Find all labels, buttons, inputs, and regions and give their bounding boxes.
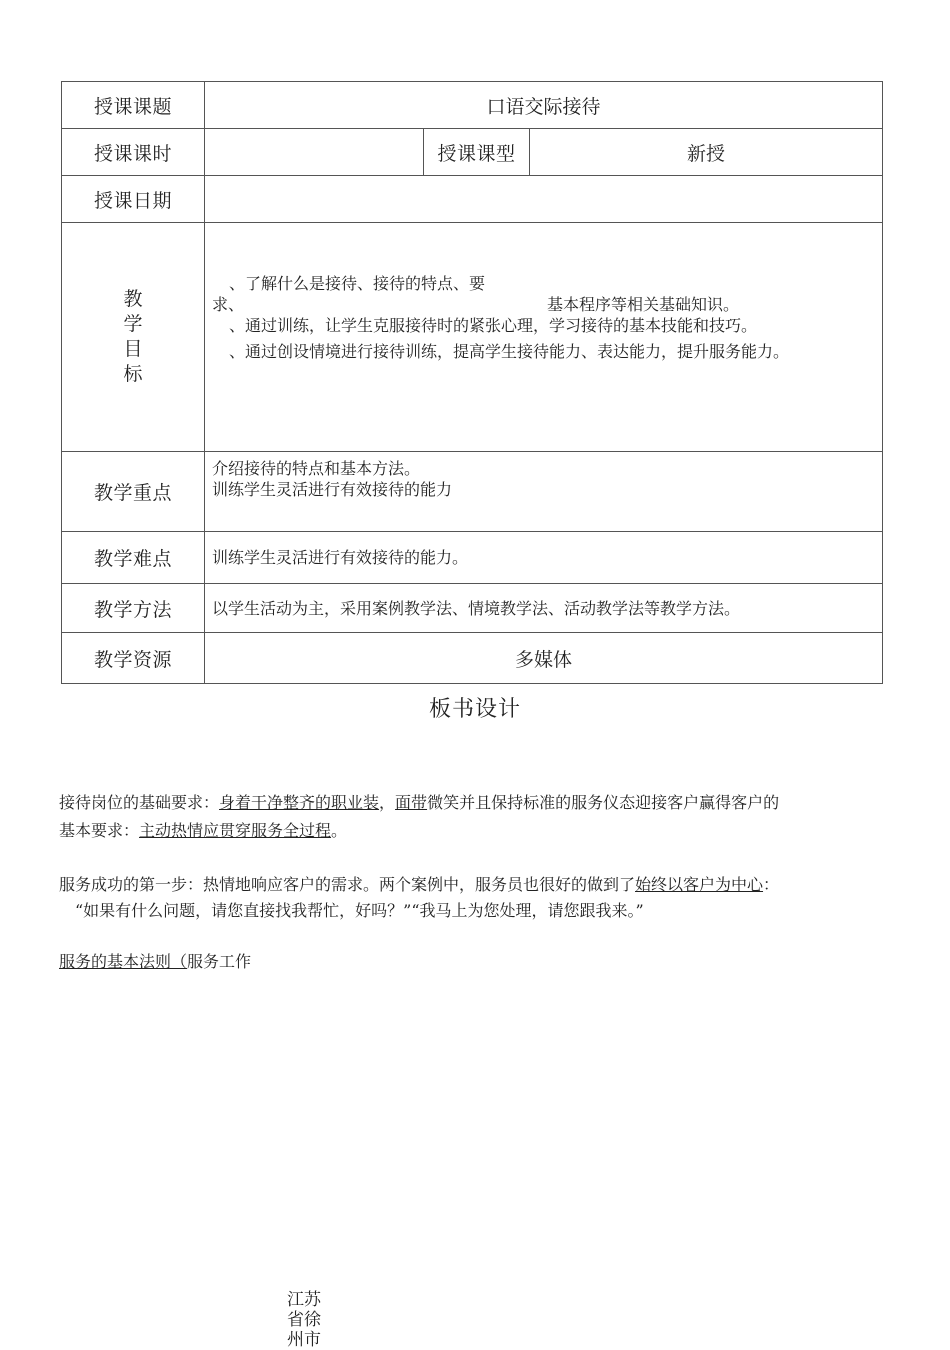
goals-label [62, 223, 205, 452]
goals-label-char: 目 [123, 338, 143, 360]
board-paragraph-4: “如果有什么问题，请您直接找我帮忙，好吗？”“我马上为您处理，请您跟我来。” [75, 901, 644, 920]
goal-line-2b: 基本程序等相关基础知识。 [547, 295, 740, 314]
board-paragraph-1 [59, 790, 779, 813]
hours-label: 授课课时 [62, 129, 205, 176]
p2-prefix: 基本要求： [59, 821, 140, 840]
resource-label: 教学资源 [62, 633, 205, 684]
key-points-label: 教学重点 [62, 452, 205, 532]
resource-value: 多媒体 [205, 633, 883, 684]
p3-end: ： [763, 875, 780, 894]
p1-prefix: 接待岗位的基础要求： [59, 793, 220, 812]
row-key-points [62, 452, 883, 532]
date-label: 授课日期 [62, 176, 205, 223]
lesson-plan-table [61, 81, 883, 684]
type-value: 新授 [530, 129, 883, 176]
p3-underlined: 始终以客户为中心 [635, 875, 764, 894]
row-goals [62, 223, 883, 452]
goals-label-char: 标 [123, 363, 143, 385]
goals-cell [205, 223, 883, 452]
board-paragraph-2 [59, 818, 347, 841]
method-label: 教学方法 [62, 584, 205, 633]
topic-label: 授课课题 [62, 82, 205, 129]
hours-value [205, 129, 424, 176]
p1-sep: ， [379, 793, 396, 812]
row-topic [62, 82, 883, 129]
row-difficulty [62, 532, 883, 584]
p1-underlined-1: 身着干净整齐的职业装 [219, 793, 380, 812]
p2-end: 。 [331, 821, 348, 840]
goals-label-char: 教 [123, 288, 143, 310]
date-value [205, 176, 883, 223]
p1-rest: 微笑并且保持标准的服务仪态迎接客户赢得客户的 [427, 793, 780, 812]
goals-label-char: 学 [123, 313, 143, 335]
goal-line-1: 、了解什么是接待、接待的特点、要 [229, 274, 486, 293]
topic-value: 口语交际接待 [205, 82, 883, 129]
goal-line-4: 、通过创设情境进行接待训练，提高学生接待能力、表达能力，提升服务能力。 [229, 342, 790, 361]
difficulty-value: 训练学生灵活进行有效接待的能力。 [205, 532, 883, 584]
key-points-value [205, 452, 883, 532]
p5-underlined: 服务的基本法则（ [59, 952, 188, 971]
p1-underlined-2: 面带 [395, 793, 428, 812]
p3-prefix: 服务成功的第一步：热情地响应客户的需求。两个案例中，服务员也很好的做到了 [59, 875, 636, 894]
board-paragraph-3 [59, 872, 779, 895]
row-resource [62, 633, 883, 684]
board-paragraph-5 [59, 949, 251, 972]
goal-line-3: 、通过训练，让学生克服接待时的紧张心理，学习接待的基本技能和技巧。 [229, 316, 758, 335]
footer-location-text: 江苏省徐州市 [287, 1290, 321, 1350]
key-point-line: 介绍接待的特点和基本方法。 [212, 459, 421, 478]
p5-rest: 服务工作 [187, 952, 252, 971]
row-date [62, 176, 883, 223]
board-design-title: 板书设计 [428, 697, 521, 722]
key-point-line: 训练学生灵活进行有效接待的能力 [212, 480, 453, 499]
type-label: 授课课型 [424, 129, 530, 176]
difficulty-label: 教学难点 [62, 532, 205, 584]
goal-line-2a: 求、 [212, 295, 245, 314]
row-method [62, 584, 883, 633]
method-value: 以学生活动为主，采用案例教学法、情境教学法、活动教学法等教学方法。 [205, 584, 883, 633]
row-hours [62, 129, 883, 176]
p2-underlined: 主动热情应贯穿服务全过程 [139, 821, 332, 840]
